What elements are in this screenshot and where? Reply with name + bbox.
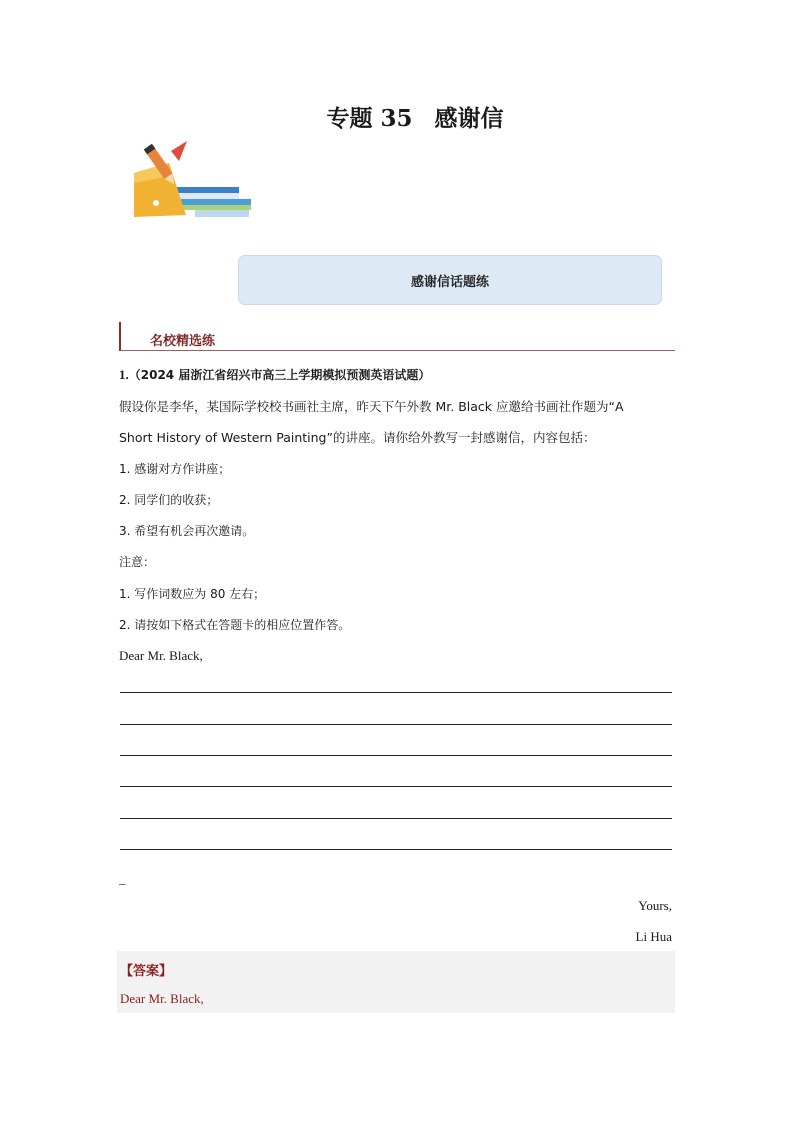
letter-salutation: Dear Mr. Black, [119,648,203,663]
notes-label: 注意： [119,555,156,569]
writing-line [120,724,672,725]
section-heading-box [119,322,675,351]
topic-banner: 感谢信话题练 [238,255,662,305]
letter-signature: Li Hua [635,929,672,944]
answer-box [117,951,675,1013]
prompt-line-1: 假设你是李华，某国际学校校书画社主席，昨天下午外教 Mr. Black 应邀给书画社作题为“A [119,399,624,414]
writing-line [120,786,672,787]
page-title [0,100,794,133]
section-heading: 名校精选练 [150,334,216,349]
writing-line [120,849,672,850]
title-topic-name: 感谢信 [434,105,504,132]
question-title [119,367,430,383]
content-point-2: 2. 同学们的收获； [119,493,219,507]
content-point-3: 3. 希望有机会再次邀请。 [119,524,255,538]
prompt-line-2: Short History of Western Painting”的讲座。请你给外教写一封感谢信，内容包括： [119,430,596,445]
writing-line [120,755,672,756]
underscore-mark: _ [119,871,126,886]
answer-salutation: Dear Mr. Black, [120,991,204,1006]
content-point-1: 1. 感谢对方作讲座； [119,462,231,476]
title-topic-number: 专题 35 [326,105,413,132]
writing-line [120,818,672,819]
note-1: 1. 写作词数应为 80 左右； [119,587,266,601]
letter-closing: Yours, [638,898,672,913]
answer-tag: 【答案】 [120,964,173,979]
question-source: （2024 届浙江省绍兴市高三上学期模拟预测英语试题） [128,368,431,382]
writing-line [120,692,672,693]
pencil-and-books-icon [131,137,253,221]
note-2: 2. 请按如下格式在答题卡的相应位置作答。 [119,618,351,632]
question-number: 1. [119,367,129,382]
